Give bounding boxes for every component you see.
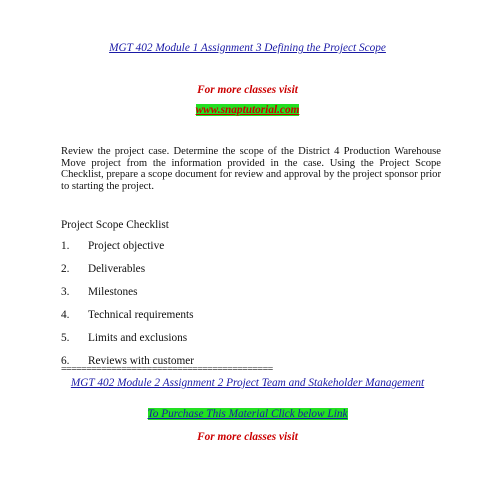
checklist-item-number: 6.: [61, 355, 70, 367]
checklist-item-number: 5.: [61, 332, 70, 344]
checklist-item-number: 4.: [61, 309, 70, 321]
purchase-link[interactable]: To Purchase This Material Click below Link: [147, 408, 348, 420]
checklist-item: [61, 263, 145, 275]
checklist-item: [61, 332, 187, 344]
promo-bottom-text: For more classes visit: [197, 431, 298, 443]
checklist-item-number: 3.: [61, 286, 70, 298]
checklist-item-label: Reviews with customer: [88, 355, 195, 367]
site-url-link[interactable]: www.snaptutorial.com: [195, 104, 300, 116]
checklist-item: [61, 309, 194, 321]
checklist-item-label: Limits and exclusions: [88, 332, 188, 344]
intro-paragraph: Review the project case. Determine the scope of the District 4 Production Warehouse Move project from the information provided in the case. Using the Project Scope Checklist, prepare a scope document for review and approval by the project sponsor prior to starting the project.: [61, 146, 441, 192]
checklist-item-label: Milestones: [88, 286, 138, 298]
checklist-item: [61, 355, 194, 367]
checklist-item-label: Project objective: [88, 240, 165, 252]
next-assignment-link[interactable]: MGT 402 Module 2 Assignment 2 Project Team and Stakeholder Management: [70, 377, 425, 389]
checklist-title: Project Scope Checklist: [61, 219, 169, 231]
checklist-item: [61, 286, 138, 298]
site-url-row: [0, 104, 495, 116]
header-link[interactable]: MGT 402 Module 1 Assignment 3 Defining the Project Scope: [109, 42, 386, 54]
separator-line: ==========================================: [61, 367, 273, 373]
next-link-row: [60, 377, 435, 390]
checklist-item-label: Technical requirements: [88, 309, 194, 321]
checklist-item-number: 2.: [61, 263, 70, 275]
promo-top-text: For more classes visit: [197, 84, 298, 96]
header-row: [0, 42, 495, 54]
checklist-item: [61, 240, 164, 252]
purchase-row: [0, 408, 495, 420]
promo-bottom-row: [0, 431, 495, 443]
promo-top-row: [0, 84, 495, 96]
checklist-item-number: 1.: [61, 240, 70, 252]
checklist-item-label: Deliverables: [88, 263, 146, 275]
